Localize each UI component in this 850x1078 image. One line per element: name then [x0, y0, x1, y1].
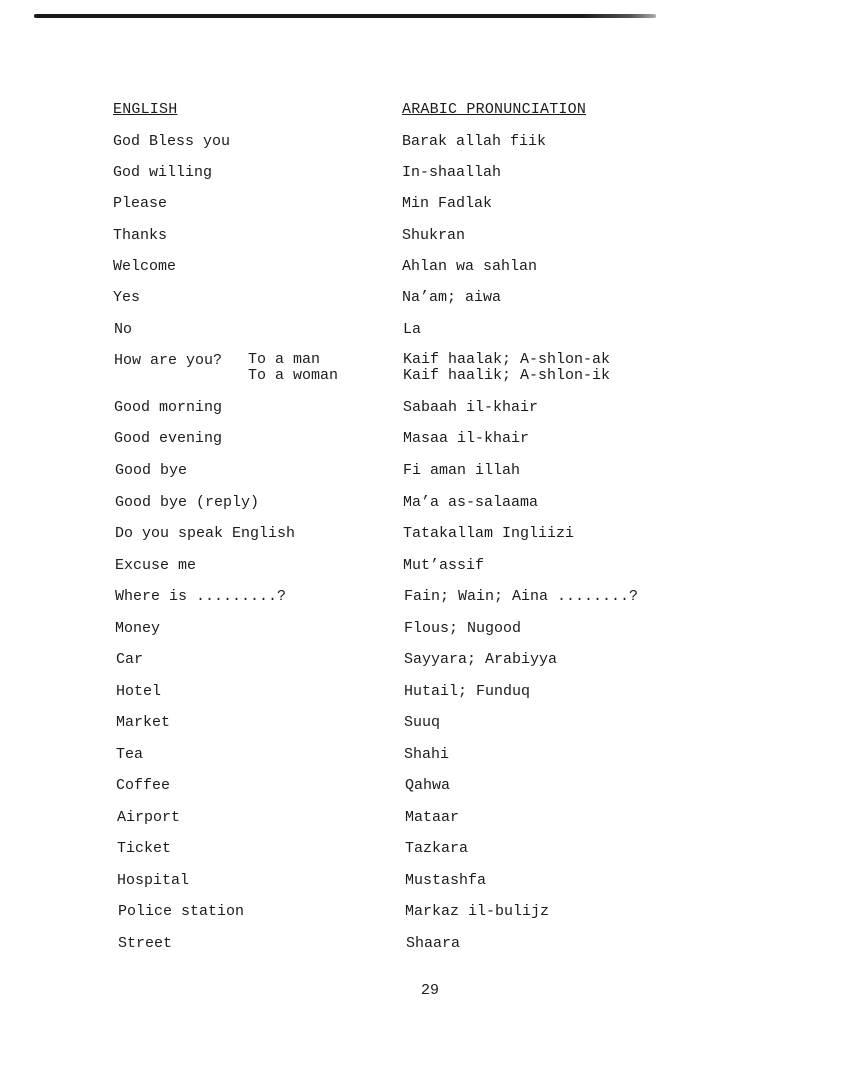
english-phrase: God willing: [113, 164, 213, 181]
arabic-pronunciation: [403, 352, 610, 384]
arabic-pronunciation: Na’am; aiwa: [402, 289, 502, 306]
english-phrase: Please: [113, 195, 168, 212]
arabic-pronunciation: Mut’assif: [403, 557, 485, 574]
arabic-pronunciation-line: Kaif haalik; A-shlon-ik: [403, 367, 611, 384]
arabic-pronunciation: Shaara: [406, 935, 461, 952]
table-row: [0, 227, 850, 245]
arabic-pronunciation: La: [403, 321, 422, 338]
top-rule: [34, 14, 656, 18]
arabic-pronunciation: Tatakallam Ingliizi: [403, 525, 575, 542]
addressee-variants: [248, 352, 338, 384]
table-row: [0, 351, 850, 384]
english-phrase: Hospital: [117, 872, 190, 889]
english-phrase: How are you?: [114, 352, 223, 369]
english-phrase: Tea: [116, 746, 144, 763]
addressee-variant: To a man: [248, 351, 321, 368]
arabic-pronunciation: Masaa il-khair: [403, 430, 530, 447]
english-column-header: ENGLISH: [113, 101, 178, 118]
english-phrase: Excuse me: [115, 557, 197, 574]
arabic-pronunciation: Ma’a as-salaama: [403, 494, 539, 511]
english-phrase: Street: [118, 935, 173, 952]
english-phrase: God Bless you: [113, 133, 231, 150]
english-phrase: Airport: [117, 809, 181, 826]
english-phrase: Ticket: [117, 840, 172, 857]
arabic-pronunciation: Ahlan wa sahlan: [402, 258, 538, 275]
arabic-pronunciation: Suuq: [404, 714, 441, 731]
table-row: [0, 683, 850, 701]
english-phrase: Do you speak English: [115, 525, 296, 542]
table-row: [0, 133, 850, 151]
table-row: [0, 588, 850, 606]
english-phrase: Welcome: [113, 258, 177, 275]
addressee-variant: To a woman: [248, 367, 339, 384]
table-row: [0, 462, 850, 480]
table-row: [0, 714, 850, 732]
table-row: [0, 903, 850, 921]
english-phrase: Good evening: [114, 430, 223, 447]
english-phrase: Hotel: [116, 683, 162, 700]
table-row: [0, 557, 850, 575]
arabic-pronunciation: Shukran: [402, 227, 466, 244]
table-row: [0, 746, 850, 764]
table-row: [0, 651, 850, 669]
english-phrase: Money: [115, 620, 161, 637]
arabic-pronunciation: Tazkara: [405, 840, 469, 857]
english-phrase: Yes: [113, 289, 141, 306]
arabic-pronunciation: Sabaah il-khair: [403, 399, 539, 416]
arabic-pronunciation: Flous; Nugood: [404, 620, 522, 637]
english-phrase: Coffee: [116, 777, 171, 794]
arabic-pronunciation: Markaz il-bulijz: [405, 903, 550, 920]
table-row: [0, 195, 850, 213]
arabic-pronunciation: Fi aman illah: [403, 462, 521, 479]
table-row: [0, 840, 850, 858]
table-row: [0, 935, 850, 953]
arabic-pronunciation: Fain; Wain; Aina ........?: [404, 588, 639, 605]
table-row: [0, 164, 850, 182]
table-row: [0, 809, 850, 827]
table-row: [0, 620, 850, 638]
arabic-pronunciation: Shahi: [404, 746, 450, 763]
english-phrase: Thanks: [113, 227, 168, 244]
english-phrase: Good bye: [115, 462, 188, 479]
english-phrase: Where is .........?: [115, 588, 287, 605]
page-number: 29: [420, 982, 439, 999]
english-phrase: Good morning: [114, 399, 223, 416]
table-row: [0, 872, 850, 890]
english-phrase: No: [114, 321, 133, 338]
arabic-pronunciation: Sayyara; Arabiyya: [404, 651, 558, 668]
english-phrase: Market: [116, 714, 171, 731]
table-row: [0, 399, 850, 417]
table-row: [0, 777, 850, 795]
table-row: [0, 430, 850, 448]
english-phrase: Police station: [118, 903, 245, 920]
table-row: [0, 289, 850, 307]
arabic-pronunciation: In-shaallah: [402, 164, 502, 181]
arabic-pronunciation: Mataar: [405, 809, 460, 826]
arabic-pronunciation-line: Kaif haalak; A-shlon-ak: [403, 351, 611, 368]
english-phrase: Car: [116, 651, 144, 668]
english-phrase: Good bye (reply): [115, 494, 260, 511]
table-row: [0, 525, 850, 543]
table-row: [0, 258, 850, 276]
arabic-pronunciation: Barak allah fiik: [402, 133, 547, 150]
arabic-pronunciation: Mustashfa: [405, 872, 487, 889]
table-row: [0, 321, 850, 339]
arabic-column-header: ARABIC PRONUNCIATION: [402, 101, 587, 118]
arabic-pronunciation: Hutail; Funduq: [404, 683, 531, 700]
arabic-pronunciation: Qahwa: [405, 777, 451, 794]
arabic-pronunciation: Min Fadlak: [402, 195, 493, 212]
table-row: [0, 494, 850, 512]
